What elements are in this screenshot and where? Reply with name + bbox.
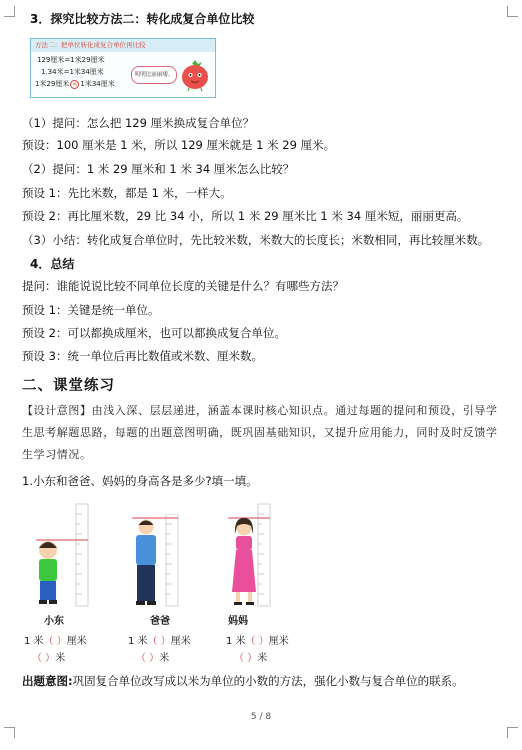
answer-2-1: 预设 1：先比米数，都是 1 米，一样大。 xyxy=(22,186,232,200)
question-intent xyxy=(22,673,464,689)
label-meter: 米 xyxy=(257,653,268,664)
label-centimeter: 厘米 xyxy=(170,636,191,647)
less-than-symbol: < xyxy=(72,81,78,88)
summary-3: （3）小结：转化成复合单位时，先比较米数，米数大的长度长；米数相同，再比较厘米数。 xyxy=(22,233,490,247)
crop-mark-top-right xyxy=(507,6,518,17)
figure-dad-with-height-chart xyxy=(124,514,204,608)
design-intent xyxy=(22,400,504,466)
method-line-3-left: 1米29厘米 xyxy=(35,80,70,88)
blank-centimeter-input[interactable]: （ ） xyxy=(43,636,67,647)
summary-question: 提问：谁能说说比较不同单位长度的关键是什么？有哪些方法？ xyxy=(22,279,344,293)
label-meter: 1 米 xyxy=(226,636,246,647)
figure-mom-with-height-chart xyxy=(222,500,302,608)
dad-shirt xyxy=(136,535,156,565)
method-box xyxy=(30,38,216,98)
method-line-2: 1.34米=1米34厘米 xyxy=(41,68,104,76)
blank-centimeter-input[interactable]: （ ） xyxy=(147,636,171,647)
xiaodong-pants xyxy=(40,581,56,600)
label-meter: 米 xyxy=(159,653,170,664)
question-2: （2）提问：1 米 29 厘米和 1 米 34 厘米怎么比较？ xyxy=(22,162,295,176)
mom-dress xyxy=(232,550,256,592)
summary-answer-3: 预设 3：统一单位后再比数值或米数、厘米数。 xyxy=(22,349,263,363)
blank-meter-input[interactable]: （ ） xyxy=(136,653,160,664)
method-box-title: 方法二：把单位转化成复合单位再比较 xyxy=(31,39,215,52)
method-line-1: 129厘米=1米29厘米 xyxy=(37,56,105,64)
crop-mark-top-left xyxy=(4,6,15,17)
page-number: 5 / 8 xyxy=(250,712,272,722)
summary-answer-2: 预设 2：可以都换成厘米，也可以都换成复合单位。 xyxy=(22,326,286,340)
blank-centimeter-input[interactable]: （ ） xyxy=(245,636,269,647)
xiaodong-shirt xyxy=(39,559,57,581)
caption-mom: 妈妈 xyxy=(228,616,248,627)
design-intent-line-2: 生思考解题思路，每题的出题意图明确，既巩固基础知识，又提升应用能力，同时及时反馈学 xyxy=(22,426,498,439)
dad-pants xyxy=(137,565,155,601)
caption-dad: 爸爸 xyxy=(150,616,170,627)
crop-mark-bottom-left xyxy=(4,727,15,738)
answer-2-2: 预设 2：再比厘米数，29 比 34 小，所以 1 米 29 厘米比 1 米 34 厘米短，丽丽更高。 xyxy=(22,209,469,223)
speech-bubble: 明明比丽丽矮。 xyxy=(131,66,177,84)
blank-meter-input[interactable]: （ ） xyxy=(32,653,56,664)
label-meter: 米 xyxy=(55,653,66,664)
mom-answer-row-2 xyxy=(234,649,267,664)
xiaodong-answer-row-2 xyxy=(32,649,65,664)
question-1: （1）提问：怎么把 129 厘米换成复合单位？ xyxy=(22,116,255,130)
method-line-3 xyxy=(35,80,115,89)
label-meter: 1 米 xyxy=(24,636,44,647)
label-meter: 1 米 xyxy=(128,636,148,647)
method-line-3-right: 1米34厘米 xyxy=(80,80,115,88)
mom-top xyxy=(236,536,252,550)
question-intent-text: 巩固复合单位改写成以米为单位的小数的方法，强化小数与复合单位的联系。 xyxy=(72,674,464,688)
summary-answer-1: 预设 1：关键是统一单位。 xyxy=(22,303,160,317)
heading-method-two: 3．探究比较方法二：转化成复合单位比较 xyxy=(30,12,255,26)
tomato-character-icon xyxy=(180,58,210,92)
mom-answer-row-1 xyxy=(226,632,289,647)
label-centimeter: 厘米 xyxy=(268,636,289,647)
caption-xiaodong: 小东 xyxy=(44,616,64,627)
dad-answer-row-1 xyxy=(128,632,191,647)
heading-summary: 4．总结 xyxy=(30,257,75,271)
section-classroom-practice: 二、课堂练习 xyxy=(22,378,115,394)
crop-mark-bottom-right xyxy=(507,727,518,738)
figure-xiaodong-with-height-chart xyxy=(24,500,104,608)
design-intent-line-1: 【设计意图】由浅入深、层层递进，涵盖本课时核心知识点。通过每题的提问和预设，引导学 xyxy=(22,404,498,417)
xiaodong-answer-row-1 xyxy=(24,632,87,647)
answer-1: 预设：100 厘米是 1 米，所以 129 厘米就是 1 米 29 厘米。 xyxy=(22,138,336,152)
question-intent-label: 出题意图: xyxy=(22,674,73,688)
blank-meter-input[interactable]: （ ） xyxy=(234,653,258,664)
dad-answer-row-2 xyxy=(136,649,169,664)
exercise-1-prompt: 1.小东和爸爸、妈妈的身高各是多少?填一填。 xyxy=(22,474,258,488)
label-centimeter: 厘米 xyxy=(66,636,87,647)
design-intent-line-3: 生学习情况。 xyxy=(22,448,92,461)
